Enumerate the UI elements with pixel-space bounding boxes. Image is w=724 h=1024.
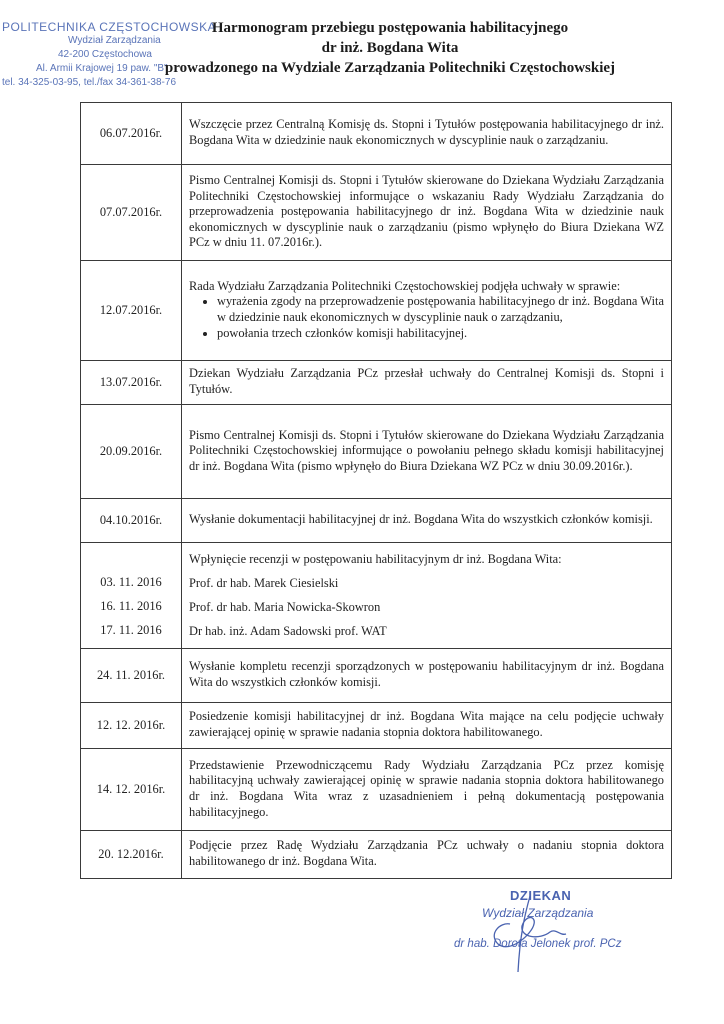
row-date: 20. 12.2016r. [81, 831, 182, 879]
row-description: Dziekan Wydziału Zarządzania PCz przesłał uchwały do Centralnej Komisji ds. Stopni i Tytułów. [182, 361, 672, 405]
title-line-2: dr inż. Bogdana Wita [321, 40, 459, 56]
resolution-intro: Rada Wydziału Zarządzania Politechniki Częstochowskiej podjęła uchwały w sprawie: [189, 278, 621, 293]
reviewer-name: Dr hab. inż. Adam Sadowski prof. WAT [189, 624, 387, 638]
row-date: 07.07.2016r. [81, 165, 182, 261]
reviews-title: Wpłynięcie recenzji w postępowaniu habilitacyjnym dr inż. Bogdana Wita: [189, 552, 562, 566]
list-item: • powołania trzech członków komisji habilitacyjnej. [217, 326, 664, 342]
row-date: 20.09.2016r. [81, 405, 182, 499]
review-date: 03. 11. 2016 [100, 574, 162, 589]
signature-title: DZIEKAN [510, 888, 572, 903]
table-row [81, 749, 672, 831]
table-row [81, 703, 672, 749]
list-item: • wyrażenia zgody na przeprowadzenie postępowania habilitacyjnego dr inż. Bogdana Wita w dziedzinie nauk ekonomicznych w dyscyplinie nauk o zarządzaniu, [217, 294, 664, 325]
table-row [81, 103, 672, 165]
review-date: 16. 11. 2016 [100, 598, 162, 613]
row-date: 14. 12. 2016r. [81, 749, 182, 831]
reviewer-name: Prof. dr hab. Marek Ciesielski [189, 576, 339, 590]
table-row [81, 543, 672, 649]
row-date: 24. 11. 2016r. [81, 649, 182, 703]
dean-signature-stamp [440, 888, 640, 978]
row-description: Posiedzenie komisji habilitacyjnej dr inż. Bogdana Wita mające na celu podjęcie uchwały zawierającej opinię w sprawie nadania stopnia doktora habilitowanego. [182, 703, 672, 749]
row-description: Wysłanie kompletu recenzji sporządzonych w postępowaniu habilitacyjnym dr inż. Bogdana Wita do wszystkich członków komisji. [182, 649, 672, 703]
row-description: Wysłanie dokumentacji habilitacyjnej dr inż. Bogdana Wita do wszystkich członków komisji. [182, 499, 672, 543]
signature-name: dr hab. Dorota Jelonek prof. PCz [454, 938, 622, 950]
row-date: 04.10.2016r. [81, 499, 182, 543]
row-description: Pismo Centralnej Komisji ds. Stopni i Tytułów skierowane do Dziekana Wydziału Zarządzania Politechniki Częstochowskiej informujące o powołaniu pełnego składu komisji habilitacyjnej dr inż. Bogdana Wita (pismo wpłynęło do Biura Dziekana WZ PCz w dniu 30.09.2016r.). [182, 405, 672, 499]
signature-department: Wydział Zarządzania [482, 906, 594, 920]
review-dates-cell [81, 543, 182, 649]
stamp-university: POLITECHNIKA CZĘSTOCHOWSKA [2, 20, 217, 34]
title-line-1: Harmonogram przebiegu postępowania habilitacyjnego [211, 20, 569, 36]
stamp-address: Al. Armii Krajowej 19 paw. "B" [36, 63, 168, 74]
row-description: Pismo Centralnej Komisji ds. Stopni i Tytułów skierowane do Dziekana Wydziału Zarządzania Politechniki Częstochowskiej informujące o wskazaniu Rady Wydziału Zarządzania do przeprowadzenia postępowania habilitacyjnego dr inż. Bogdana Wita w dziedzinie nauk ekonomicznych w dyscyplinie nauk o zarządzaniu (pismo wpłynęło do Biura Dziekana WZ PCz w dniu 11. 07.2016r.). [182, 165, 672, 261]
table-row [81, 831, 672, 879]
reviews-cell [182, 543, 672, 649]
stamp-phone: tel. 34-325-03-95, tel./fax 34-361-38-76 [2, 77, 176, 88]
row-date: 12. 12. 2016r. [81, 703, 182, 749]
row-date: 13.07.2016r. [81, 361, 182, 405]
table-row [81, 165, 672, 261]
table-row [81, 405, 672, 499]
table-row [81, 261, 672, 361]
table-row [81, 649, 672, 703]
row-date: 12.07.2016r. [81, 261, 182, 361]
stamp-faculty: Wydział Zarządzania [68, 35, 161, 46]
table-row [81, 499, 672, 543]
reviewer-name: Prof. dr hab. Maria Nowicka-Skowron [189, 600, 381, 614]
stamp-postcode: 42-200 Częstochowa [58, 49, 152, 60]
schedule-table [80, 102, 672, 879]
row-description: Podjęcie przez Radę Wydziału Zarządzania PCz uchwały o nadaniu stopnia doktora habilitowanego dr inż. Bogdana Wita. [182, 831, 672, 879]
title-line-3: prowadzonego na Wydziale Zarządzania Politechniki Częstochowskiej [164, 60, 616, 76]
row-description: Wszczęcie przez Centralną Komisję ds. Stopni i Tytułów postępowania habilitacyjnego dr inż. Bogdana Wita w dziedzinie nauk ekonomicznych w dyscyplinie nauk o zarządzaniu. [182, 103, 672, 165]
row-description [182, 261, 672, 361]
table-row [81, 361, 672, 405]
row-date: 06.07.2016r. [81, 103, 182, 165]
review-date: 17. 11. 2016 [100, 622, 162, 637]
resolution-list [189, 294, 664, 341]
row-description: Przedstawienie Przewodniczącemu Rady Wydziału Zarządzania PCz przez komisję habilitacyjną uchwały zawierającej opinię w sprawie nadania stopnia doktora habilitowanego dr inż. Bogdana Wita wraz z uzasadnieniem i pełną dokumentacją postępowania habilitacyjnego. [182, 749, 672, 831]
document-title [160, 18, 620, 78]
